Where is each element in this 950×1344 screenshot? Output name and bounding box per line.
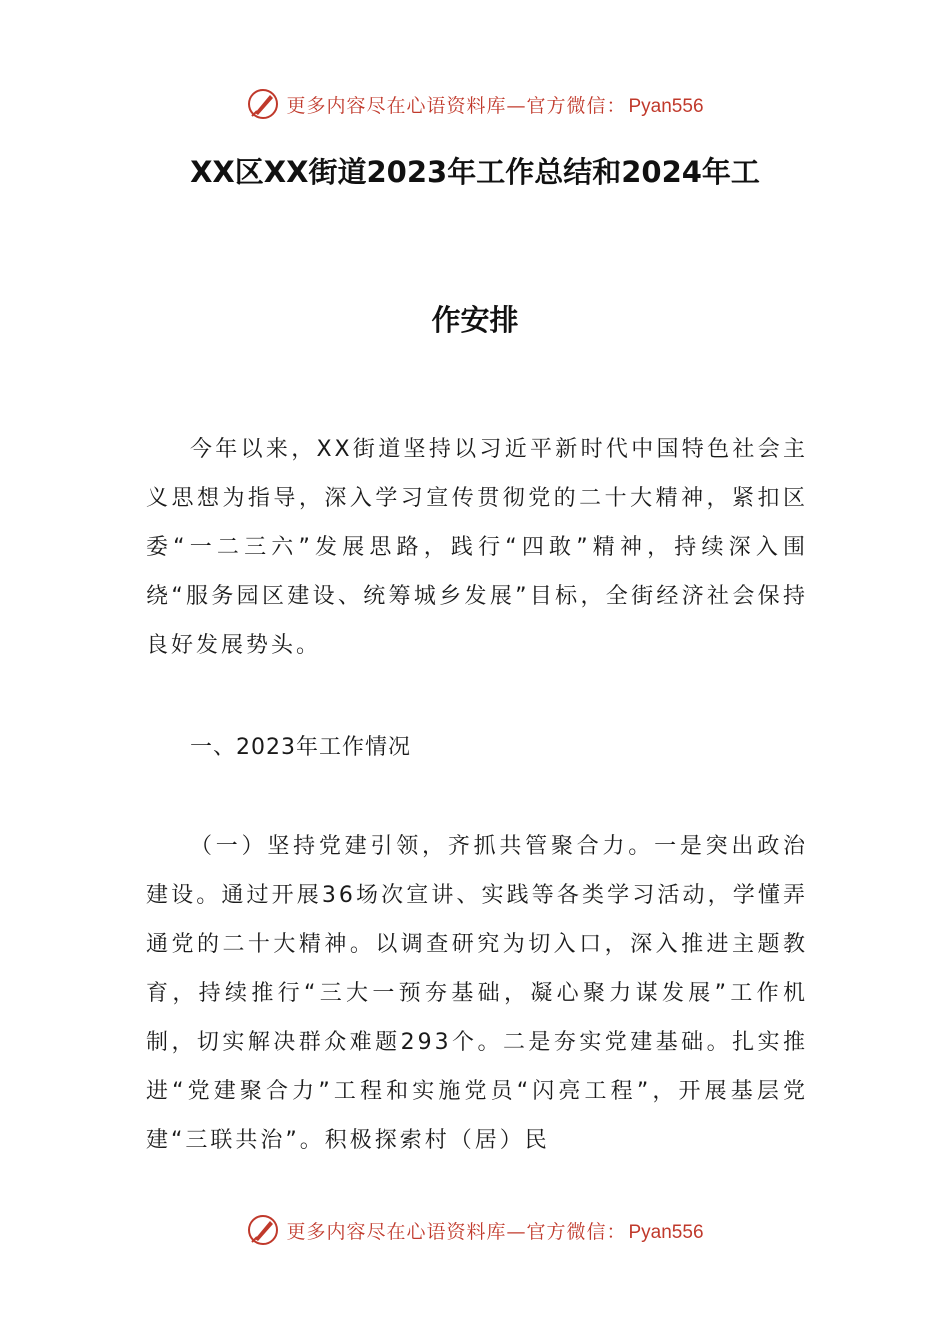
- watermark-footer: [0, 1210, 950, 1250]
- section-paragraph: （一）坚持党建引领，齐抓共管聚合力。一是突出政治建设。通过开展36场次宣讲、实践等各类学习活动，学懂弄通党的二十大精神。以调查研究为切入口，深入推进主题教育，持续推行“三大一预夯基础，凝心聚力谋发展”工作机制，切实解决群众难题293个。二是夯实党建基础。扎实推进“党建聚合力”工程和实施党员“闪亮工程”，开展基层党建“三联共治”。积极探索村（居）民: [146, 834, 808, 1153]
- document-title-line2: 作安排: [431, 303, 519, 337]
- watermark-text: 更多内容尽在心语资料库—官方微信： Pyan556: [286, 1220, 704, 1243]
- quill-logo-icon: [246, 1213, 280, 1247]
- section-heading: 一、2023年工作情况: [190, 735, 411, 760]
- document-title-line1: XX区XX街道2023年工作总结和2024年工: [190, 155, 760, 189]
- watermark-wechat-id: Pyan556: [628, 1221, 704, 1243]
- watermark-text: 更多内容尽在心语资料库—官方微信： Pyan556: [286, 94, 704, 117]
- intro-paragraph: 今年以来，XX街道坚持以习近平新时代中国特色社会主义思想为指导，深入学习宣传贯彻党的二十大精神，紧扣区委“一二三六”发展思路，践行“四敢”精神，持续深入围绕“服务园区建设、统筹城乡发展”目标，全街经济社会保持良好发展势头。: [146, 437, 808, 658]
- watermark-header: [0, 84, 950, 124]
- quill-logo-icon: [246, 87, 280, 121]
- watermark-wechat-id: Pyan556: [628, 95, 704, 117]
